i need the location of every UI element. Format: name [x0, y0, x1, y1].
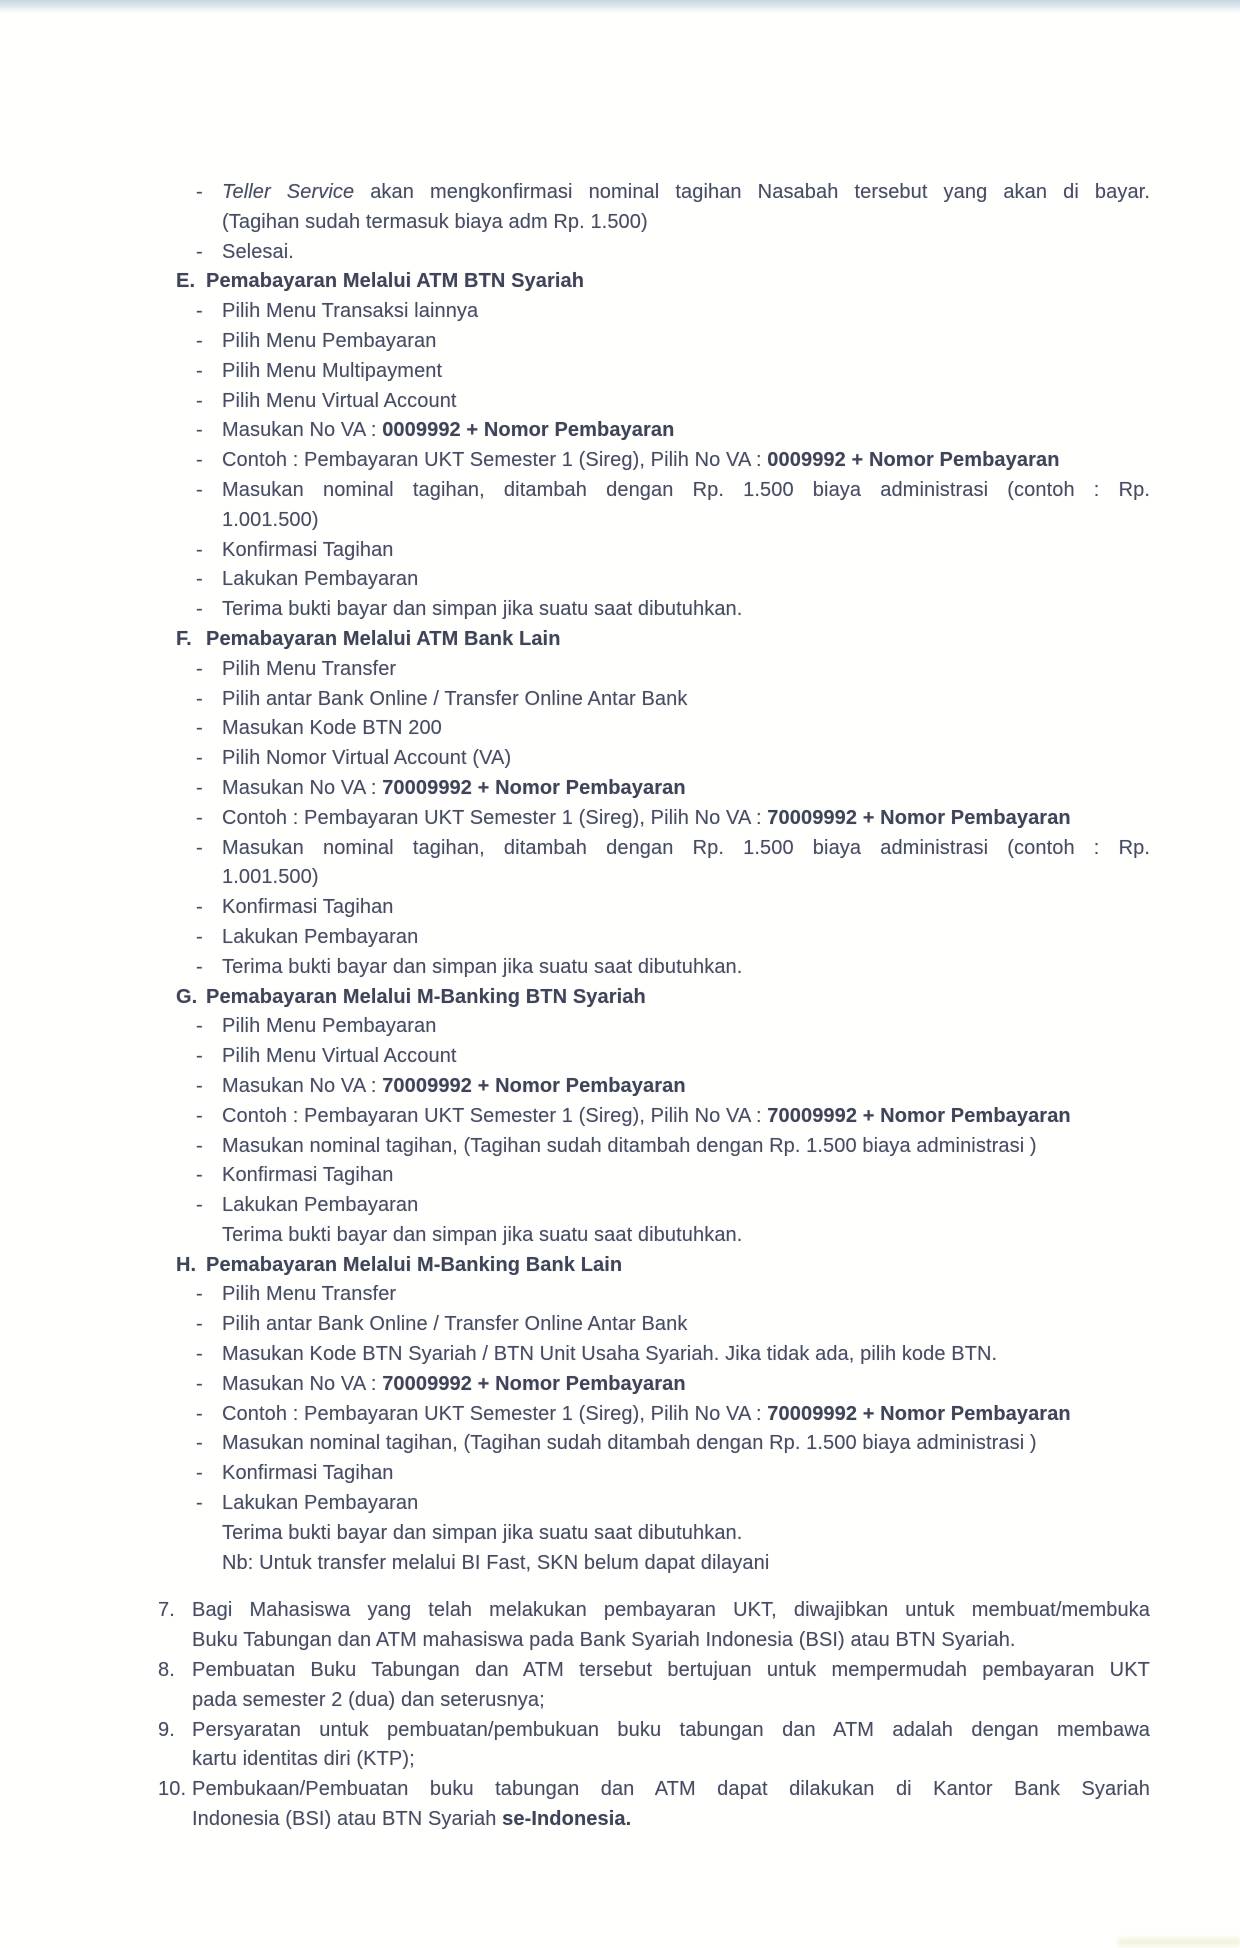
line-text	[222, 416, 1150, 446]
line-text	[222, 387, 1150, 417]
text-segment: Contoh : Pembayaran UKT Semester 1 (Sireg), Pilih No VA :	[222, 449, 768, 472]
dash-bullet: -	[196, 449, 203, 472]
line-text	[222, 774, 1150, 804]
line-text	[192, 1596, 1150, 1626]
section-title: Pemabayaran Melalui ATM Bank Lain	[206, 627, 561, 650]
dash-bullet: -	[196, 181, 203, 203]
dash-bullet: -	[196, 1134, 203, 1157]
line-text	[222, 1310, 1150, 1340]
text-segment: Pilih Menu Pembayaran	[222, 1015, 437, 1038]
text-segment: Terima bukti bayar dan simpan jika suatu saat dibutuhkan.	[222, 955, 743, 978]
dash-bullet: -	[196, 1104, 203, 1127]
line-text	[222, 1549, 1150, 1579]
text-segment: Konfirmasi Tagihan	[222, 896, 394, 919]
dash-bullet: -	[196, 657, 203, 680]
text-segment: Masukan nominal tagihan, (Tagihan sudah ditambah dengan Rp. 1.500 biaya administrasi )	[222, 1432, 1037, 1455]
text-segment: Buku Tabungan dan ATM mahasiswa pada Bank Syariah Indonesia (BSI) atau BTN Syariah.	[192, 1629, 1016, 1652]
line-text	[222, 1459, 1150, 1489]
section-header-h	[0, 1251, 1240, 1281]
line-text	[192, 1656, 1150, 1686]
bullet-continuation	[0, 1549, 1240, 1579]
section-header-e	[0, 267, 1240, 297]
dash-bullet: -	[196, 955, 203, 978]
bullet-item	[0, 1132, 1240, 1162]
bullet-item	[0, 536, 1240, 566]
text-segment: Terima bukti bayar dan simpan jika suatu saat dibutuhkan.	[222, 1521, 743, 1544]
dash-bullet: -	[196, 240, 203, 263]
dash-bullet: -	[196, 1074, 203, 1097]
line-text	[192, 1805, 1150, 1835]
bullet-item	[0, 357, 1240, 387]
dash-bullet: -	[196, 1283, 203, 1306]
line-text	[222, 536, 1150, 566]
line-text	[222, 863, 1150, 893]
line-text	[222, 327, 1150, 357]
dash-bullet: -	[196, 478, 203, 501]
text-segment: Pilih Menu Virtual Account	[222, 1045, 457, 1068]
text-segment: Pilih Menu Transfer	[222, 1283, 397, 1306]
dash-bullet: -	[196, 359, 203, 382]
text-segment: 1.001.500)	[222, 866, 319, 889]
dash-bullet: -	[196, 1492, 203, 1515]
numbered-item	[0, 1716, 1240, 1746]
text-segment: Masukan No VA :	[222, 1074, 383, 1097]
dash-bullet: -	[196, 1372, 203, 1395]
bullet-item	[0, 327, 1240, 357]
dash-bullet: -	[196, 329, 203, 352]
numbered-item	[0, 1656, 1240, 1686]
bullet-continuation	[0, 208, 1240, 238]
bullet-item	[0, 893, 1240, 923]
section-label: F.	[176, 627, 192, 650]
dash-bullet: -	[196, 598, 203, 621]
item-number	[158, 1805, 192, 1835]
line-text	[222, 446, 1150, 476]
text-segment: Pilih Menu Virtual Account	[222, 389, 457, 412]
line-text	[222, 893, 1150, 923]
line-text	[192, 1716, 1150, 1746]
text-segment: Lakukan Pembayaran	[222, 1194, 419, 1217]
item-number: 10.	[158, 1778, 187, 1801]
bullet-item	[0, 834, 1240, 864]
text-segment: Selesai.	[222, 240, 294, 263]
bullet-item	[0, 1310, 1240, 1340]
text-segment: Konfirmasi Tagihan	[222, 538, 394, 561]
text-segment: akan mengkonfirmasi nominal tagihan Nasabah tersebut yang akan di bayar.	[354, 181, 1150, 203]
dash-bullet: -	[196, 836, 203, 859]
bullet-item	[0, 774, 1240, 804]
line-text	[222, 744, 1150, 774]
text-segment: Pilih antar Bank Online / Transfer Online Antar Bank	[222, 687, 688, 710]
text-segment: Masukan nominal tagihan, ditambah dengan Rp. 1.500 biaya administrasi (contoh : Rp.	[222, 836, 1150, 859]
dash-bullet: -	[196, 1462, 203, 1485]
text-segment: Lakukan Pembayaran	[222, 925, 419, 948]
bullet-item	[0, 178, 1240, 208]
item-number: 8.	[158, 1659, 175, 1682]
bullet-continuation	[0, 1221, 1240, 1251]
dash-bullet: -	[196, 300, 203, 323]
dash-bullet: -	[196, 1164, 203, 1187]
text-segment: Konfirmasi Tagihan	[222, 1462, 394, 1485]
dash-bullet: -	[196, 687, 203, 710]
section-header-f	[0, 625, 1240, 655]
dash-bullet: -	[196, 776, 203, 799]
text-segment: Pilih Menu Pembayaran	[222, 329, 437, 352]
line-text	[222, 208, 1150, 238]
text-segment: Lakukan Pembayaran	[222, 1492, 419, 1515]
item-number	[158, 1686, 192, 1716]
numbered-continuation	[0, 1745, 1240, 1775]
line-text	[222, 1072, 1150, 1102]
text-segment: 70009992 + Nomor Pembayaran	[767, 806, 1071, 829]
line-text	[222, 923, 1150, 953]
line-text	[222, 953, 1150, 983]
bullet-item	[0, 685, 1240, 715]
dash-bullet: -	[196, 717, 203, 740]
line-text	[222, 1132, 1150, 1162]
section-title: Pemabayaran Melalui M-Banking Bank Lain	[206, 1253, 623, 1276]
bullet-item	[0, 953, 1240, 983]
line-text	[222, 1221, 1150, 1251]
bullet-item	[0, 1012, 1240, 1042]
text-segment: Masukan No VA :	[222, 776, 383, 799]
dash-bullet: -	[196, 925, 203, 948]
bullet-item	[0, 1191, 1240, 1221]
text-segment: Masukan No VA :	[222, 1372, 383, 1395]
text-segment: Konfirmasi Tagihan	[222, 1164, 394, 1187]
bullet-item	[0, 1102, 1240, 1132]
line-text	[222, 1489, 1150, 1519]
text-segment: 70009992 + Nomor Pembayaran	[767, 1402, 1071, 1425]
text-segment: 1.001.500)	[222, 508, 319, 531]
numbered-continuation	[0, 1686, 1240, 1716]
scan-top-edge	[0, 0, 1240, 14]
line-text	[222, 1280, 1150, 1310]
text-segment: kartu identitas diri (KTP);	[192, 1748, 415, 1771]
scan-bottom-edge-artifact	[1118, 1938, 1240, 1946]
document-content	[0, 178, 1240, 1835]
text-segment: (Tagihan sudah termasuk biaya adm Rp. 1.500)	[222, 210, 648, 233]
bullet-item	[0, 238, 1240, 268]
text-segment: Pilih Nomor Virtual Account (VA)	[222, 747, 512, 770]
text-segment: 70009992 + Nomor Pembayaran	[382, 1074, 686, 1097]
section-title: Pemabayaran Melalui ATM BTN Syariah	[206, 270, 585, 293]
bullet-item	[0, 446, 1240, 476]
line-text	[222, 1429, 1150, 1459]
line-text	[192, 1775, 1150, 1805]
bullet-item	[0, 1429, 1240, 1459]
section-title: Pemabayaran Melalui M-Banking BTN Syariah	[206, 985, 646, 1008]
bullet-item	[0, 595, 1240, 625]
item-number: 9.	[158, 1718, 175, 1741]
bullet-item	[0, 1072, 1240, 1102]
bullet-item	[0, 714, 1240, 744]
line-text	[222, 1012, 1150, 1042]
text-segment: Pembukaan/Pembuatan buku tabungan dan ATM dapat dilakukan di Kantor Bank Syariah	[192, 1778, 1150, 1801]
dash-bullet: -	[196, 747, 203, 770]
dash-bullet: -	[196, 806, 203, 829]
dash-bullet: -	[196, 1045, 203, 1068]
line-text	[222, 565, 1150, 595]
text-segment: Persyaratan untuk pembuatan/pembukuan buku tabungan dan ATM adalah dengan membawa	[192, 1718, 1150, 1741]
bullet-item	[0, 1489, 1240, 1519]
bullet-item	[0, 416, 1240, 446]
section-label: E.	[176, 270, 196, 293]
dash-bullet: -	[196, 568, 203, 591]
line-text	[222, 655, 1150, 685]
text-segment: Terima bukti bayar dan simpan jika suatu saat dibutuhkan.	[222, 1223, 743, 1246]
line-text	[222, 357, 1150, 387]
numbered-item	[0, 1775, 1240, 1805]
line-text	[222, 178, 1150, 208]
line-text	[222, 1519, 1150, 1549]
line-text	[222, 238, 1150, 268]
section-label: G.	[176, 985, 198, 1008]
text-segment: Indonesia (BSI) atau BTN Syariah	[192, 1808, 503, 1831]
text-segment: Masukan Kode BTN Syariah / BTN Unit Usaha Syariah. Jika tidak ada, pilih kode BTN.	[222, 1343, 998, 1366]
item-number	[158, 1745, 192, 1775]
text-segment: 70009992 + Nomor Pembayaran	[382, 776, 686, 799]
text-segment: Contoh : Pembayaran UKT Semester 1 (Sireg), Pilih No VA :	[222, 806, 768, 829]
text-segment: Pilih antar Bank Online / Transfer Online Antar Bank	[222, 1313, 688, 1336]
line-text	[192, 1745, 1150, 1775]
line-text	[222, 1370, 1150, 1400]
line-text	[222, 476, 1150, 506]
bullet-item	[0, 1161, 1240, 1191]
numbered-continuation	[0, 1626, 1240, 1656]
text-segment: Bagi Mahasiswa yang telah melakukan pembayaran UKT, diwajibkan untuk membuat/membuka	[192, 1599, 1150, 1622]
line-text	[222, 297, 1150, 327]
bullet-item	[0, 1340, 1240, 1370]
text-segment: Pembuatan Buku Tabungan dan ATM tersebut bertujuan untuk mempermudah pembayaran UKT	[192, 1659, 1150, 1682]
line-text	[222, 714, 1150, 744]
line-text	[222, 1102, 1150, 1132]
dash-bullet: -	[196, 538, 203, 561]
text-segment: 0009992 + Nomor Pembayaran	[767, 449, 1060, 472]
line-text	[222, 1191, 1150, 1221]
line-text	[222, 834, 1150, 864]
line-text	[222, 1400, 1150, 1430]
section-header-g	[0, 983, 1240, 1013]
text-segment: 70009992 + Nomor Pembayaran	[767, 1104, 1071, 1127]
text-segment: Masukan nominal tagihan, ditambah dengan Rp. 1.500 biaya administrasi (contoh : Rp.	[222, 478, 1150, 501]
text-segment: 70009992 + Nomor Pembayaran	[382, 1372, 686, 1395]
text-segment: Pilih Menu Multipayment	[222, 359, 443, 382]
bullet-item	[0, 923, 1240, 953]
line-text	[222, 1042, 1150, 1072]
numbered-list	[0, 1596, 1240, 1834]
bullet-item	[0, 744, 1240, 774]
bullet-item	[0, 1400, 1240, 1430]
text-segment: Pilih Menu Transaksi lainnya	[222, 300, 479, 323]
dash-bullet: -	[196, 419, 203, 442]
bullet-continuation	[0, 1519, 1240, 1549]
dash-bullet: -	[196, 1432, 203, 1455]
bullet-item	[0, 476, 1240, 506]
bullet-item	[0, 1280, 1240, 1310]
line-text	[222, 595, 1150, 625]
bullet-item	[0, 655, 1240, 685]
numbered-item	[0, 1596, 1240, 1626]
line-text	[192, 1686, 1150, 1716]
bullet-item	[0, 1370, 1240, 1400]
text-segment: Terima bukti bayar dan simpan jika suatu saat dibutuhkan.	[222, 598, 743, 621]
text-segment: Contoh : Pembayaran UKT Semester 1 (Sireg), Pilih No VA :	[222, 1104, 768, 1127]
bullet-item	[0, 387, 1240, 417]
line-text	[222, 1161, 1150, 1191]
line-text	[192, 1626, 1150, 1656]
bullet-item	[0, 1042, 1240, 1072]
bullet-item	[0, 565, 1240, 595]
text-segment: pada semester 2 (dua) dan seterusnya;	[192, 1688, 545, 1711]
text-segment: Teller Service	[222, 181, 355, 203]
text-segment: 0009992 + Nomor Pembayaran	[382, 419, 675, 442]
dash-bullet: -	[196, 1194, 203, 1217]
numbered-continuation	[0, 1805, 1240, 1835]
text-segment: Masukan Kode BTN 200	[222, 717, 442, 740]
dash-bullet: -	[196, 1313, 203, 1336]
item-number	[158, 1626, 192, 1656]
bullet-item	[0, 804, 1240, 834]
text-segment: Pilih Menu Transfer	[222, 657, 397, 680]
line-text	[222, 506, 1150, 536]
bullet-continuation	[0, 506, 1240, 536]
text-segment: Lakukan Pembayaran	[222, 568, 419, 591]
line-text	[222, 685, 1150, 715]
item-number: 7.	[158, 1599, 175, 1622]
dash-bullet: -	[196, 389, 203, 412]
bullet-continuation	[0, 863, 1240, 893]
dash-bullet: -	[196, 1343, 203, 1366]
line-text	[222, 804, 1150, 834]
text-segment: Contoh : Pembayaran UKT Semester 1 (Sireg), Pilih No VA :	[222, 1402, 768, 1425]
text-segment: Masukan No VA :	[222, 419, 383, 442]
section-label: H.	[176, 1253, 197, 1276]
bullet-item	[0, 1459, 1240, 1489]
dash-bullet: -	[196, 896, 203, 919]
dash-bullet: -	[196, 1015, 203, 1038]
text-segment: Masukan nominal tagihan, (Tagihan sudah ditambah dengan Rp. 1.500 biaya administrasi )	[222, 1134, 1037, 1157]
dash-bullet: -	[196, 1402, 203, 1425]
text-segment: se-Indonesia.	[502, 1808, 632, 1831]
bullet-item	[0, 297, 1240, 327]
text-segment: Nb: Untuk transfer melalui BI Fast, SKN belum dapat dilayani	[222, 1551, 770, 1574]
line-text	[222, 1340, 1150, 1370]
